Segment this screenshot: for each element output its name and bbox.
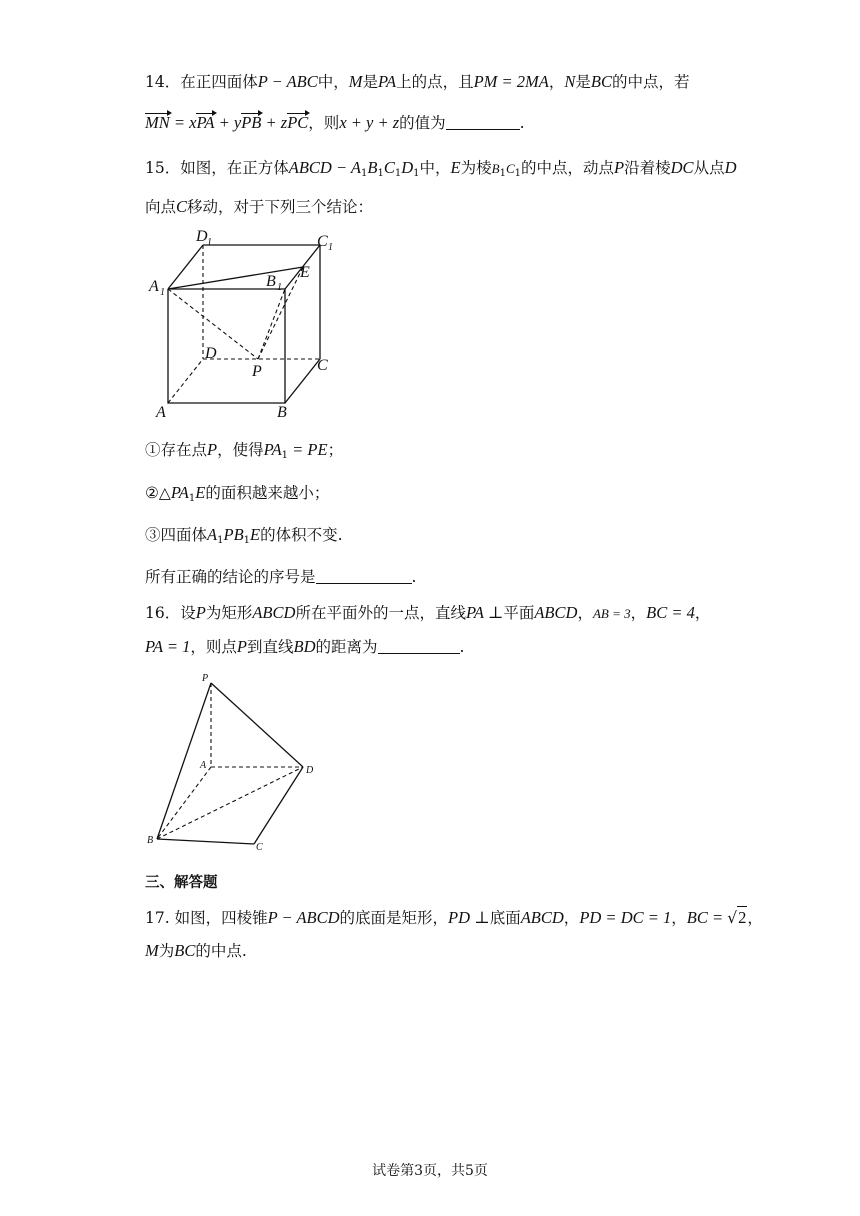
label-P16: P — [202, 673, 209, 684]
label-B16: B — [147, 835, 154, 846]
q15-statement-1: ①存在点P，使得$PA_1$ = PE； — [145, 440, 344, 461]
vector-mn: MN — [145, 113, 170, 132]
label-A16: A — [200, 760, 207, 771]
section-heading: 三、解答题 — [145, 875, 218, 891]
q16-line-2: PA = 1，则点P到直线BD的距离为 . — [145, 637, 465, 656]
q15-line-2: 向点C移动，对于下列三个结论： — [145, 197, 374, 216]
label-B1: B — [266, 273, 276, 290]
q15-statement-3: ③四面体$A_1PB_1E$的体积不变. — [145, 525, 343, 546]
label-E: E — [300, 264, 310, 281]
label-D1: D — [196, 228, 208, 245]
page-footer: 试卷第3页，共5页 — [372, 1163, 488, 1179]
label-C: C — [317, 357, 328, 374]
vector-pc: PC — [287, 113, 309, 132]
label-P: P — [252, 363, 262, 380]
vector-pa: PA — [196, 113, 215, 132]
svg-text:1: 1 — [328, 242, 333, 253]
label-D16: D — [306, 765, 314, 776]
answer-blank-15 — [316, 569, 412, 584]
q14-line-2: MN = xPA + yPB + zPC，则x + y + z的值为 . — [145, 113, 525, 132]
svg-text:1: 1 — [160, 287, 165, 298]
answer-blank-14 — [446, 115, 520, 130]
label-A: A — [156, 404, 166, 421]
label-A1: A — [149, 278, 159, 295]
q17-line-1: 17. 如图，四棱锥P − ABCD的底面是矩形，PD ⊥底面ABCD，PD = DC = 1，BC = √2， — [145, 908, 763, 927]
svg-text:1: 1 — [207, 237, 212, 248]
q15-question: 所有正确的结论的序号是 . — [145, 568, 417, 586]
label-C1: C — [317, 233, 328, 250]
answer-blank-16 — [378, 639, 460, 654]
label-B: B — [277, 404, 287, 421]
label-C16: C — [256, 842, 263, 853]
q16-line-1: 16．设P为矩形ABCD所在平面外的一点，直线PA ⊥平面ABCD，AB = 3，BC = 4， — [145, 603, 711, 622]
q15-line-1: 15．如图，在正方体ABCD − $A_1B_1C_1D_1$中，E为棱$B_1C_1$的中点，动点P沿着棱DC从点D — [145, 158, 737, 179]
q15-statement-2: $②\triangle PA_1E$的面积越来越小； — [145, 483, 330, 504]
svg-text:1: 1 — [277, 282, 282, 293]
q14-line-1: 14．在正四面体P − ABC中，M是PA上的点，且PM = 2MA，N是BC的中点，若 — [145, 72, 690, 91]
q17-line-2: M为BC的中点. — [145, 941, 247, 960]
vector-pb: PB — [241, 113, 262, 132]
label-D: D — [205, 345, 217, 362]
